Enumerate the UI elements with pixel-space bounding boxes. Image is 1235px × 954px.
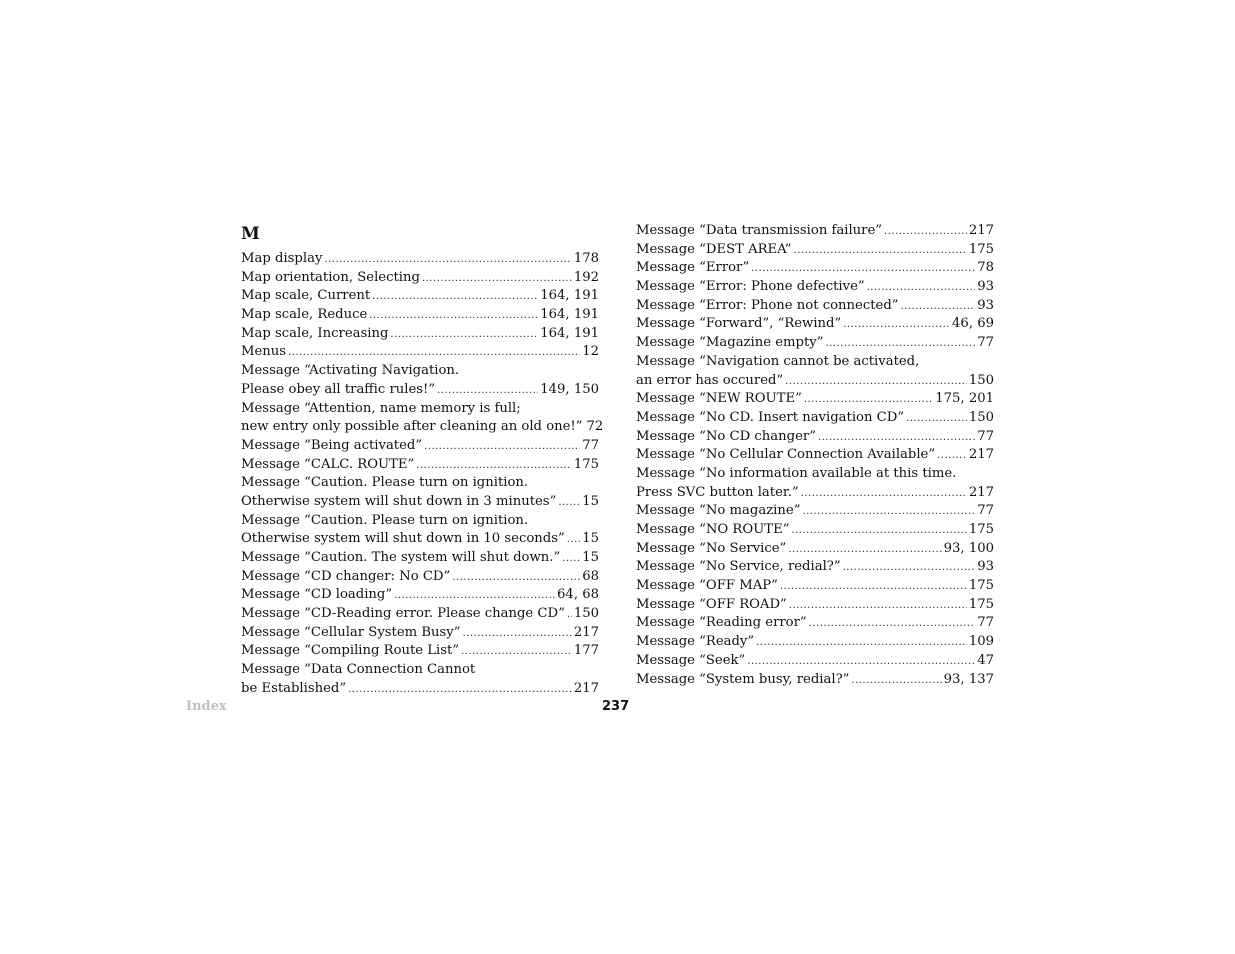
entry-text: Message “No information available at this time. — [636, 465, 957, 481]
entry-text: Message “Reading error” — [636, 615, 807, 631]
index-entry — [636, 633, 994, 652]
dot-leader — [422, 270, 572, 289]
entry-text: new entry only possible after cleaning an old one!” — [241, 419, 583, 435]
index-entry — [636, 315, 994, 334]
entry-text: Message “Caution. Please turn on ignition. — [241, 512, 529, 528]
entry-text: Message “No magazine” — [636, 503, 801, 519]
dot-leader — [751, 260, 975, 279]
dot-leader — [791, 522, 966, 541]
index-list-right — [636, 222, 994, 689]
entry-text: Message “Magazine empty” — [636, 335, 824, 351]
dot-leader — [567, 531, 581, 550]
dot-leader — [825, 335, 975, 354]
dot-leader — [416, 457, 572, 476]
entry-text: Message “Activating Navigation. — [241, 363, 460, 379]
index-entry-line — [241, 624, 599, 643]
index-entry — [636, 222, 994, 241]
page-reference: 46, 69 — [952, 316, 994, 332]
index-entry-line — [636, 521, 994, 540]
entry-text: Press SVC button later.” — [636, 484, 799, 500]
entry-text: Message “OFF MAP” — [636, 578, 778, 594]
index-entry — [241, 287, 599, 306]
page-reference: 109 — [968, 634, 994, 650]
page-reference: 217 — [573, 680, 599, 696]
entry-text: Message “No Service, redial?” — [636, 559, 841, 575]
index-entry-line — [636, 652, 994, 671]
index-entry — [636, 297, 994, 316]
index-entry-line — [636, 278, 994, 297]
index-entry — [241, 605, 599, 624]
page-reference: 164, 191 — [540, 325, 599, 341]
index-entry-line — [636, 428, 994, 447]
index-entry-line — [636, 540, 994, 559]
dot-leader — [785, 373, 967, 392]
entry-text: Message “Navigation cannot be activated, — [636, 353, 920, 369]
page-reference: 93 — [977, 297, 994, 313]
index-entry — [636, 241, 994, 260]
index-entry — [241, 306, 599, 325]
index-entry-line — [241, 530, 599, 549]
page-reference: 150 — [968, 409, 994, 425]
index-entry — [241, 343, 599, 362]
entry-text: Menus — [241, 344, 287, 360]
dot-leader — [804, 391, 933, 410]
index-entry-line — [241, 474, 599, 493]
index-entry-line — [241, 549, 599, 568]
index-entry-line — [636, 502, 994, 521]
dot-leader — [851, 672, 941, 691]
index-entry-line — [241, 437, 599, 456]
page-reference: 175 — [968, 578, 994, 594]
index-entry — [241, 624, 599, 643]
entry-text: Message “Caution. Please turn on ignition. — [241, 475, 529, 491]
dot-leader — [369, 307, 538, 326]
page-reference: 15 — [582, 550, 599, 565]
index-entry-line — [241, 661, 599, 680]
dot-leader — [558, 494, 580, 513]
dot-leader — [802, 503, 975, 522]
index-entry — [241, 400, 604, 437]
page-reference: 72 — [586, 419, 604, 435]
page-reference: 217 — [968, 447, 994, 463]
page-reference: 217 — [968, 223, 994, 238]
index-entry — [636, 596, 994, 615]
footer-section-title: Index — [186, 699, 227, 714]
index-entry — [241, 325, 599, 344]
page-reference: 15 — [582, 493, 599, 509]
dot-leader — [747, 653, 975, 672]
index-entry-line — [241, 362, 599, 381]
index-entry — [636, 428, 994, 447]
index-entry-line — [241, 343, 599, 362]
entry-text: Message “Ready” — [636, 634, 755, 650]
index-entry — [636, 390, 994, 409]
page-reference: 77 — [977, 335, 994, 351]
index-entry-line — [241, 418, 604, 437]
page-number: 237 — [602, 699, 630, 714]
entry-text: Message “CALC. ROUTE” — [241, 456, 415, 472]
entry-text: Message “CD-Reading error. Please change CD” — [241, 606, 565, 622]
dot-leader — [937, 447, 967, 466]
index-entry-line — [241, 493, 599, 512]
entry-text: Message “Compiling Route List” — [241, 643, 460, 659]
entry-text: Message “No CD. Insert navigation CD” — [636, 409, 905, 425]
entry-text: Message “Forward”, “Rewind” — [636, 316, 842, 332]
index-entry — [241, 269, 599, 288]
entry-text: Map orientation, Selecting — [241, 269, 420, 285]
entry-text: Message “Data Connection Cannot — [241, 662, 476, 678]
dot-leader — [843, 316, 950, 335]
index-entry-line — [241, 605, 599, 624]
page-reference: 175 — [968, 596, 994, 612]
index-entry-line — [636, 390, 994, 409]
entry-text: an error has occured” — [636, 372, 784, 388]
entry-text: Map scale, Increasing — [241, 325, 389, 341]
page-reference: 175 — [968, 522, 994, 537]
index-entry — [636, 446, 994, 465]
dot-leader — [567, 606, 572, 625]
dot-leader — [437, 382, 538, 401]
page-reference: 93, 100 — [943, 540, 994, 556]
index-entry-line — [636, 334, 994, 353]
entry-text: Message “NEW ROUTE” — [636, 391, 802, 407]
index-entry — [636, 334, 994, 353]
index-column-left — [241, 222, 604, 699]
page-reference: 64, 68 — [557, 587, 599, 603]
index-entry-line — [636, 596, 994, 615]
dot-leader — [867, 279, 976, 298]
entry-text: Message “Attention, name memory is full; — [241, 400, 521, 416]
index-entry-line — [636, 633, 994, 652]
index-entry — [241, 549, 599, 568]
page-reference: 93 — [977, 559, 994, 575]
dot-leader — [288, 344, 580, 363]
entry-text: Message “Error: Phone not connected” — [636, 297, 899, 313]
index-entry — [636, 409, 994, 428]
page-reference: 93 — [977, 279, 994, 295]
index-entry — [636, 540, 994, 559]
index-entry-line — [241, 269, 599, 288]
entry-text: Message “NO ROUTE” — [636, 522, 790, 537]
page-reference: 178 — [573, 251, 599, 266]
entry-text: Message “DEST AREA” — [636, 241, 792, 257]
page-reference: 47 — [977, 652, 994, 668]
index-entry — [241, 437, 599, 456]
index-entry — [241, 642, 599, 661]
index-entry-line — [636, 353, 994, 372]
entry-text: Message “System busy, redial?” — [636, 671, 850, 687]
index-entry-line — [636, 558, 994, 577]
dot-leader — [452, 569, 580, 588]
index-entry — [241, 661, 599, 698]
index-entry — [636, 502, 994, 521]
index-entry-line — [241, 642, 599, 661]
entry-text: Message “Data transmission failure” — [636, 223, 883, 238]
index-entry-line — [636, 465, 994, 484]
page-reference: 77 — [582, 437, 599, 453]
entry-text: Message “Being activated” — [241, 437, 423, 453]
dot-leader — [394, 587, 555, 606]
page-reference: 150 — [968, 372, 994, 388]
index-entry — [241, 362, 599, 399]
entry-text: Message “No CD changer” — [636, 428, 816, 444]
index-entry-line — [241, 586, 599, 605]
entry-text: Map display — [241, 251, 323, 266]
index-entry-line — [636, 222, 994, 241]
index-entry — [636, 521, 994, 540]
page-reference: 78 — [977, 260, 994, 276]
index-entry — [636, 558, 994, 577]
dot-leader — [801, 485, 967, 504]
page-reference: 175 — [968, 241, 994, 257]
index-entry-line — [241, 680, 599, 699]
dot-leader — [424, 438, 580, 457]
index-entry — [241, 586, 599, 605]
page-reference: 77 — [977, 615, 994, 631]
index-entry-line — [241, 381, 599, 400]
page-reference: 217 — [968, 484, 994, 500]
index-entry-line — [636, 577, 994, 596]
dot-leader — [562, 550, 580, 569]
index-entry — [241, 568, 599, 587]
index-entry — [636, 614, 994, 633]
entry-text: Message “Seek” — [636, 652, 746, 668]
dot-leader — [372, 288, 538, 307]
page-reference: 175 — [573, 456, 599, 472]
index-list-left — [241, 250, 604, 699]
entry-text: Message “CD changer: No CD” — [241, 568, 451, 584]
index-entry — [241, 456, 599, 475]
index-entry — [241, 250, 599, 269]
entry-text: Message “No Cellular Connection Available” — [636, 447, 936, 463]
page-reference: 93, 137 — [943, 671, 994, 687]
page-reference: 77 — [977, 428, 994, 444]
entry-text: Message “No Service” — [636, 540, 787, 556]
index-entry-line — [241, 512, 599, 531]
index-entry-line — [636, 315, 994, 334]
dot-leader — [461, 643, 572, 662]
dot-leader — [809, 615, 976, 634]
index-entry-line — [241, 456, 599, 475]
dot-leader — [884, 223, 967, 242]
index-entry-line — [241, 568, 599, 587]
index-entry-line — [636, 297, 994, 316]
index-entry-line — [636, 241, 994, 260]
dot-leader — [756, 634, 967, 653]
index-entry — [636, 278, 994, 297]
entry-text: Message “OFF ROAD” — [636, 596, 787, 612]
page-reference: 177 — [573, 643, 599, 659]
entry-text: Map scale, Current — [241, 288, 371, 304]
entry-text: Please obey all traffic rules!” — [241, 381, 436, 397]
index-entry-line — [636, 259, 994, 278]
dot-leader — [794, 242, 967, 261]
page-reference: 164, 191 — [540, 288, 599, 304]
dot-leader — [789, 597, 967, 616]
dot-leader — [906, 410, 967, 429]
page-reference: 175, 201 — [935, 391, 994, 407]
entry-text: Message “Error” — [636, 260, 750, 276]
index-entry-line — [636, 614, 994, 633]
index-entry-line — [241, 250, 599, 269]
dot-leader — [901, 298, 976, 317]
index-entry-line — [241, 306, 599, 325]
index-entry-line — [241, 287, 599, 306]
page-reference: 150 — [573, 606, 599, 622]
section-letter: M — [241, 224, 260, 244]
dot-leader — [818, 429, 975, 448]
dot-leader — [843, 559, 976, 578]
index-entry — [636, 652, 994, 671]
dot-leader — [780, 578, 967, 597]
entry-text: Otherwise system will shut down in 3 minutes” — [241, 493, 557, 509]
entry-text: Map scale, Reduce — [241, 307, 368, 323]
index-entry — [636, 577, 994, 596]
dot-leader — [324, 251, 571, 270]
entry-text: Message “Caution. The system will shut down.” — [241, 550, 561, 565]
index-entry-line — [241, 400, 599, 419]
page-reference: 68 — [582, 568, 599, 584]
index-entry-line — [636, 372, 994, 391]
page-reference: 149, 150 — [540, 381, 599, 397]
index-entry-line — [241, 325, 599, 344]
index-entry — [636, 671, 994, 690]
index-entry-line — [636, 409, 994, 428]
index-entry — [241, 474, 599, 511]
entry-text: Message “Error: Phone defective” — [636, 279, 865, 295]
index-column-right — [636, 222, 994, 689]
index-entry-line — [636, 446, 994, 465]
page-reference: 217 — [573, 624, 599, 640]
index-entry-line — [636, 671, 994, 690]
page-reference: 77 — [977, 503, 994, 519]
entry-text: be Established” — [241, 680, 347, 696]
dot-leader — [348, 681, 572, 700]
dot-leader — [462, 625, 571, 644]
index-entry — [636, 259, 994, 278]
entry-text: Otherwise system will shut down in 10 seconds” — [241, 531, 565, 547]
index-entry — [636, 353, 994, 390]
entry-text: Message “Cellular System Busy” — [241, 624, 461, 640]
page-reference: 164, 191 — [540, 307, 599, 323]
page-reference: 15 — [582, 531, 599, 547]
entry-text: Message “CD loading” — [241, 587, 393, 603]
index-entry-line — [636, 484, 994, 503]
dot-leader — [788, 541, 941, 560]
index-entry — [636, 465, 994, 502]
page-reference: 12 — [582, 344, 599, 360]
page-reference: 192 — [573, 269, 599, 285]
dot-leader — [390, 326, 538, 345]
index-entry — [241, 512, 599, 549]
